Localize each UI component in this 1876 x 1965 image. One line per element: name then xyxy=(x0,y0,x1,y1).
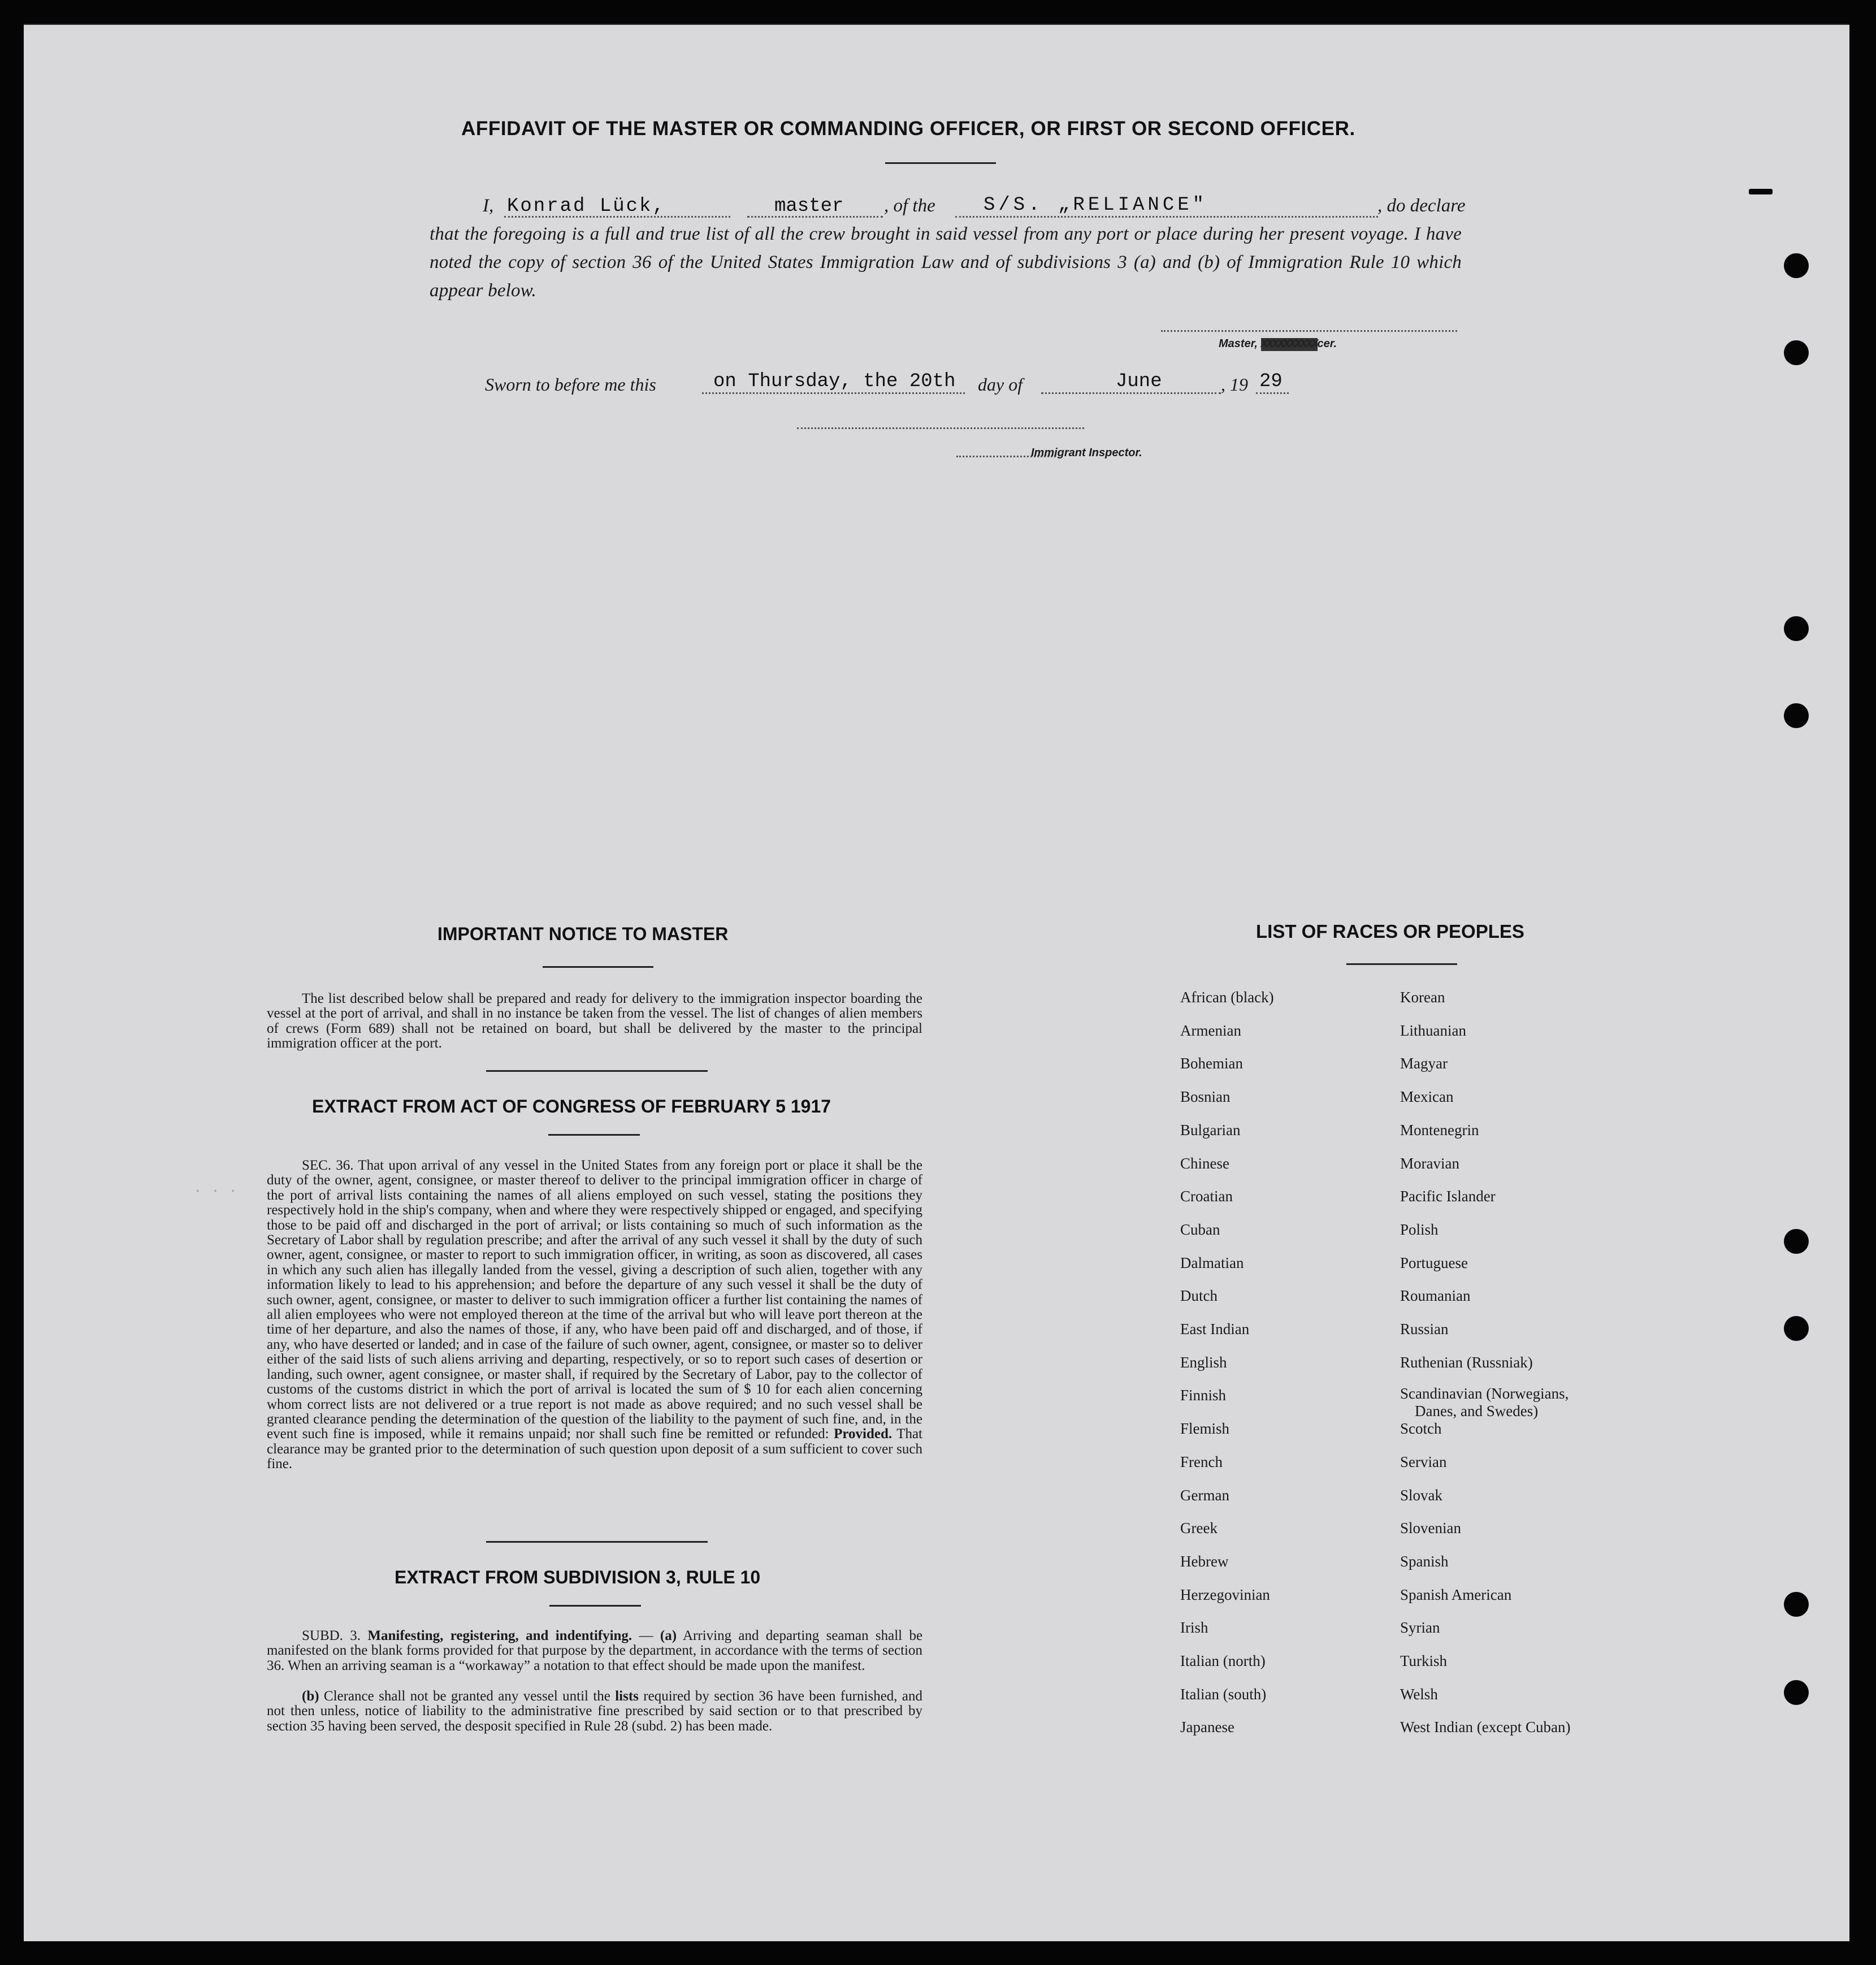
race-item: German xyxy=(1180,1486,1229,1504)
inspector-line-1 xyxy=(797,427,1084,429)
vessel-dotline xyxy=(955,216,1378,218)
sworn-month: June xyxy=(1116,371,1162,392)
race-item: African (black) xyxy=(1180,989,1274,1006)
races-title-rule xyxy=(1346,963,1457,965)
sworn-day: on Thursday, the 20th xyxy=(713,371,956,392)
master-name: Konrad Lück, xyxy=(507,196,666,217)
race-item: Spanish American xyxy=(1400,1586,1512,1603)
punch-hole xyxy=(1784,1316,1809,1341)
sworn-day-dotline xyxy=(702,392,965,394)
extract-act-text xyxy=(267,1158,922,1472)
race-item: Ruthenian (Russniak) xyxy=(1400,1353,1533,1371)
punch-hole xyxy=(1784,340,1809,365)
position-dotline xyxy=(747,216,883,218)
race-item: Dalmatian xyxy=(1180,1254,1244,1271)
race-item: Chinese xyxy=(1180,1154,1229,1172)
race-item: Armenian xyxy=(1180,1022,1241,1039)
affidavit-body: that the foregoing is a full and true list of all the crew brought in said vessel from any port or place during her present voyage. I have noted the copy of section 36 of the United States Immigration Law and of subdivisions 3 (a) and (b) of Immigration Rule 10 which appear below. xyxy=(430,224,1462,301)
year-prefix: , 19 xyxy=(1221,374,1248,395)
race-item: Dutch xyxy=(1180,1287,1218,1305)
master-label-text: Master, xyxy=(1219,337,1258,350)
master-position: master xyxy=(774,196,844,217)
race-item: Welsh xyxy=(1400,1685,1438,1703)
race-item: Japanese xyxy=(1180,1719,1234,1736)
extract-act-rule xyxy=(548,1134,640,1136)
race-item: Italian (north) xyxy=(1180,1652,1266,1669)
race-item: Scotch xyxy=(1400,1420,1442,1438)
race-item: Bohemian xyxy=(1180,1055,1243,1072)
race-item: Herzegovinian xyxy=(1180,1586,1270,1603)
race-item: Spanish xyxy=(1400,1552,1449,1570)
i-label: I, xyxy=(483,196,494,216)
race-item: Greek xyxy=(1180,1520,1218,1537)
master-signature-label xyxy=(1219,337,1337,351)
master-label-suffix: cer. xyxy=(1317,337,1337,350)
race-item: Flemish xyxy=(1180,1420,1230,1438)
race-item: Servian xyxy=(1400,1453,1447,1470)
subd-b-text-2: required by section 36 have been furnished, and not then unless, notice of liability to the administrative fine prescribed by said section or to that prescribed by section 35 having been served, the desposit specified in Rule 28 (subd. 2) has been made. xyxy=(267,1689,923,1734)
year-dotline xyxy=(1256,392,1289,394)
race-item: Finnish xyxy=(1180,1387,1227,1404)
races-title: LIST OF RACES OR PEOPLES xyxy=(1256,921,1524,942)
race-item: Mexican xyxy=(1400,1088,1454,1106)
race-item: Syrian xyxy=(1400,1619,1440,1637)
inspector-label: Immigrant Inspector. xyxy=(1031,447,1142,459)
race-item: Slovak xyxy=(1400,1486,1443,1504)
race-item: Turkish xyxy=(1400,1652,1448,1669)
race-item: Magyar xyxy=(1400,1055,1448,1072)
race-item: Irish xyxy=(1180,1619,1208,1637)
punch-hole xyxy=(1784,703,1809,728)
race-item: Scandinavian (Norwegians, xyxy=(1400,1385,1569,1403)
race-item: Korean xyxy=(1400,989,1445,1006)
vessel-name: S/S. „RELIANCE" xyxy=(984,194,1208,216)
race-item: Moravian xyxy=(1400,1154,1459,1172)
subd-title: Manifesting, registering, and indentifying. xyxy=(367,1628,632,1643)
race-item: Portuguese xyxy=(1400,1254,1468,1271)
race-item: West Indian (except Cuban) xyxy=(1400,1719,1571,1736)
subd-a-label: (a) xyxy=(660,1628,677,1643)
master-label-struck: XXXXXXXXXX xyxy=(1260,338,1318,351)
notice-text: The list described below shall be prepared and ready for delivery to the immigration inspector boarding the vessel at the port of arrival, and shall in no instance be taken from the vessel. The list of changes of alien members of crews (Form 689) shall not be retained on board, but shall be delivered by the master to the principal immigration officer at the port. xyxy=(267,991,922,1051)
race-item: Lithuanian xyxy=(1400,1022,1466,1039)
race-item: Russian xyxy=(1400,1321,1449,1338)
notice-title: IMPORTANT NOTICE TO MASTER xyxy=(437,924,729,944)
binder-tab-mark xyxy=(1749,189,1773,194)
do-declare-label: , do declare xyxy=(1377,196,1466,216)
punch-hole xyxy=(1784,1229,1809,1254)
race-item: Polish xyxy=(1400,1220,1439,1238)
punch-hole xyxy=(1784,253,1809,278)
race-item: English xyxy=(1180,1353,1227,1371)
race-item: French xyxy=(1180,1453,1223,1470)
extract-rule-title: EXTRACT FROM SUBDIVISION 3, RULE 10 xyxy=(395,1567,761,1587)
race-item: Cuban xyxy=(1180,1220,1220,1238)
race-item: Italian (south) xyxy=(1180,1685,1267,1703)
race-item: Bulgarian xyxy=(1180,1121,1241,1139)
race-item: Croatian xyxy=(1180,1188,1233,1205)
extract-act-provided: Provided. xyxy=(834,1426,892,1442)
punch-hole xyxy=(1784,1680,1809,1705)
race-item: Pacific Islander xyxy=(1400,1188,1496,1205)
extract-act-main: SEC. 36. That upon arrival of any vessel in the United States from any foreign port or place it shall be the duty of the owner, agent, consignee, or master thereof to deliver to the principal immigration officer in charge of the port of arrival lists containing the names of all aliens employed on such vessel, stating the positions they respectively hold in the ship's company, when and where they were respectively shipped or engaged, and specifying those to be paid off and discharged in the port of arrival; or lists containing so much of such information as the Secretary of Labor shall by regulation prescribe; and after the arrival of any such vessel it shall by the duty of such owner, agent, consignee, or master to report to such immigration officer, in writing, as soon as discovered, all cases in which any such alien has illegally landed from the vessel, giving a description of such alien, together with any information likely to lead to his apprehension; and before the departure of any such vessel it shall be the duty of such owner, agent, consignee, or master to deliver to such immigration officer a further list containing the names of all alien employees who were not employed thereon at the time of the arrival but who will leave port thereon at the time of her departure, and also the names of those, if any, who have been paid off and discharged, and of those, if any, who have deserted or landed; and in case of the failure of such owner, agent, consignee, or master so to deliver either of the said lists of such aliens arriving and departing, respectively, or so to report such cases of desertion or landing, such owner, agent consignee, or master shall, if required by the Secretary of Labor, pay to the collector of customs of the customs district in which the port of arrival is located the sum of $ 10 for each alien concerning whom correct lists are not delivered or a true report is not made as above required; and no such vessel shall be granted clearance pending the determination of the question of the liability to the payment of such fine, and, in the event such fine is imposed, while it remains unpaid; nor shall such fine be remitted or refunded: xyxy=(267,1158,922,1442)
notice-title-rule xyxy=(543,966,653,968)
extract-rule-rule xyxy=(549,1605,641,1607)
subd-b-bold: lists xyxy=(615,1689,639,1704)
extract-act-title: EXTRACT FROM ACT OF CONGRESS OF FEBRUARY 5 1917 xyxy=(312,1096,831,1116)
punch-hole xyxy=(1784,1592,1809,1617)
race-item: Bosnian xyxy=(1180,1088,1231,1106)
subd-dash: — xyxy=(639,1628,653,1643)
affidavit-title-rule xyxy=(885,162,996,164)
extract-act-divider xyxy=(486,1541,708,1543)
race-item: Roumanian xyxy=(1400,1287,1471,1305)
punch-hole xyxy=(1784,616,1809,641)
month-dotline xyxy=(1041,392,1221,394)
subd-a-text: Arriving and departing seaman shall be manifested on the blank forms provided for that purpose by the department, in accordance with the terms of section 36. When an arriving seaman is a “workaway” a notation to that effect should be made upon the manifest. xyxy=(267,1628,923,1673)
master-signature-line xyxy=(1161,330,1457,332)
race-item: Danes, and Swedes) xyxy=(1415,1403,1539,1420)
subd-b-label: (b) xyxy=(302,1689,319,1704)
extract-act-end: That clearance may be granted prior to the determination of such question upon deposit of a sum sufficient to cover such fine. xyxy=(267,1426,923,1472)
race-item: Montenegrin xyxy=(1400,1121,1479,1139)
name-dotline xyxy=(504,216,730,218)
sworn-label: Sworn to before me this xyxy=(485,374,656,395)
race-item: East Indian xyxy=(1180,1321,1250,1338)
race-item: Slovenian xyxy=(1400,1520,1461,1537)
day-of-label: day of xyxy=(978,374,1023,395)
extract-rule-b xyxy=(267,1689,922,1734)
document-page xyxy=(24,24,1849,1941)
extract-rule-a xyxy=(267,1629,922,1673)
subd-b-text-1: Clerance shall not be granted any vessel until the xyxy=(323,1689,610,1704)
notice-divider xyxy=(486,1070,708,1072)
subd-label: SUBD. 3. xyxy=(302,1628,361,1643)
stamp-smudge: · · · xyxy=(193,1183,238,1200)
of-the-label: , of the xyxy=(884,196,935,216)
sworn-year: 29 xyxy=(1259,371,1283,392)
race-item: Hebrew xyxy=(1180,1552,1229,1570)
affidavit-title: AFFIDAVIT OF THE MASTER OR COMMANDING OFFICER, OR FIRST OR SECOND OFFICER. xyxy=(461,118,1355,140)
